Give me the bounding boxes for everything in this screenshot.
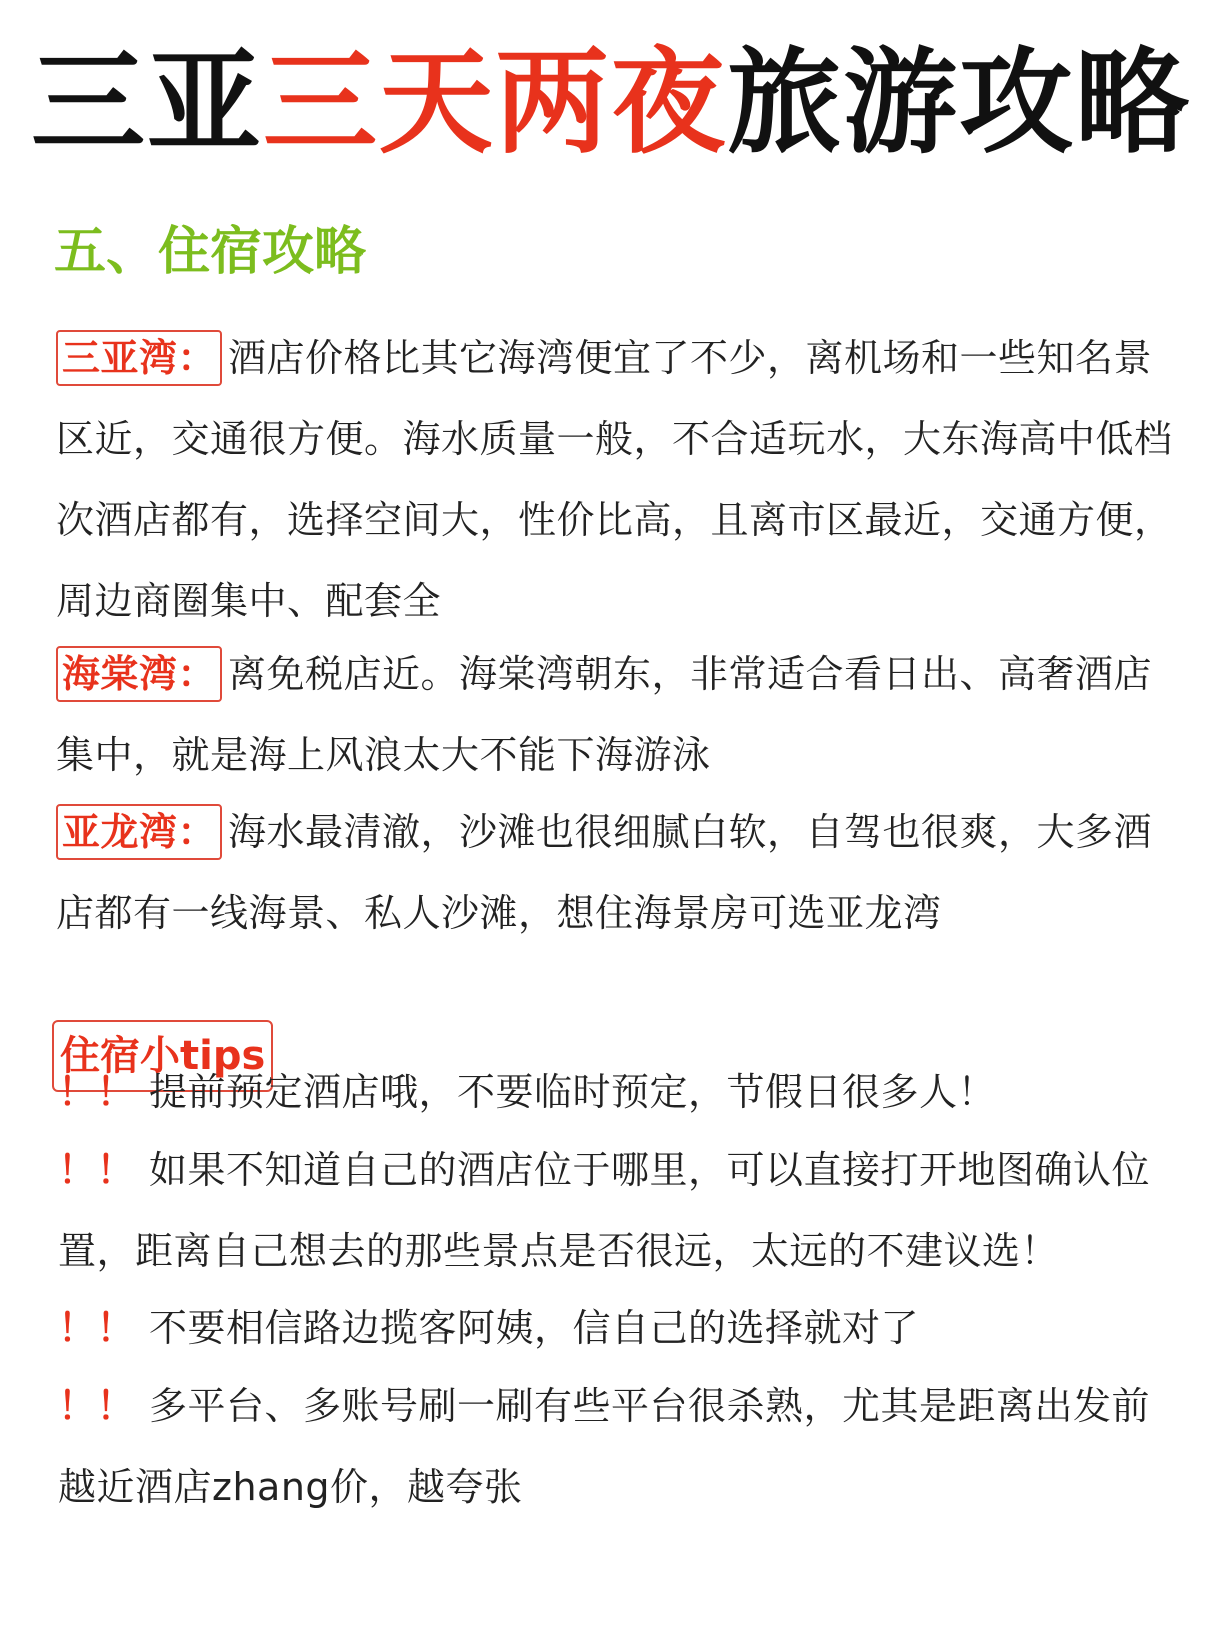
area-description: 酒店价格比其它海湾便宜了不少，离机场和一些知名景区近，交通很方便。海水质量一般，不合适玩水，大东海高中低档次酒店都有，选择空间大，性价比高，且离市区最近，交通方便，周边商圈集中、配套全	[56, 336, 1173, 623]
tip-item	[58, 1366, 1178, 1528]
tip-item	[58, 1130, 1178, 1292]
exclamation-icon: ！！	[58, 1306, 136, 1350]
tip-text: 如果不知道自己的酒店位于哪里，可以直接打开地图确认位置，距离自己想去的那些景点是否很远，太远的不建议选！	[58, 1148, 1151, 1273]
area-description: 海水最清澈，沙滩也很细腻白软，自驾也很爽，大多酒店都有一线海景、私人沙滩，想住海景房可选亚龙湾	[56, 810, 1153, 935]
area-paragraph-sanyawan	[56, 318, 1176, 642]
area-tag: 亚龙湾：	[56, 804, 222, 860]
tip-text: 多平台、多账号刷一刷有些平台很杀熟，尤其是距离出发前越近酒店zhang价，越夸张	[58, 1384, 1151, 1509]
area-paragraph-haitangwan	[56, 634, 1176, 796]
area-description: 离免税店近。海棠湾朝东，非常适合看日出、高奢酒店集中，就是海上风浪太大不能下海游泳	[56, 652, 1153, 777]
tips-heading: 住宿小tips	[52, 1020, 273, 1092]
title-part-guide: 旅游攻略	[727, 36, 1192, 169]
tip-item	[58, 1052, 1178, 1133]
tip-text: 不要相信路边揽客阿姨，信自己的选择就对了	[149, 1306, 920, 1350]
title-part-sanya: 三亚	[30, 36, 263, 169]
tip-text: 提前预定酒店哦，不要临时预定，节假日很多人！	[149, 1070, 997, 1114]
exclamation-icon: ！！	[58, 1384, 136, 1428]
exclamation-icon: ！！	[58, 1148, 136, 1192]
section-heading: 五、住宿攻略	[54, 222, 367, 282]
area-tag: 海棠湾：	[56, 646, 222, 702]
area-tag: 三亚湾：	[56, 330, 222, 386]
page-title	[0, 38, 1222, 168]
tip-item	[58, 1288, 1178, 1369]
area-paragraph-yalongwan	[56, 792, 1176, 954]
title-part-duration: 三天两夜	[262, 36, 727, 169]
exclamation-icon: ！！	[58, 1070, 136, 1114]
